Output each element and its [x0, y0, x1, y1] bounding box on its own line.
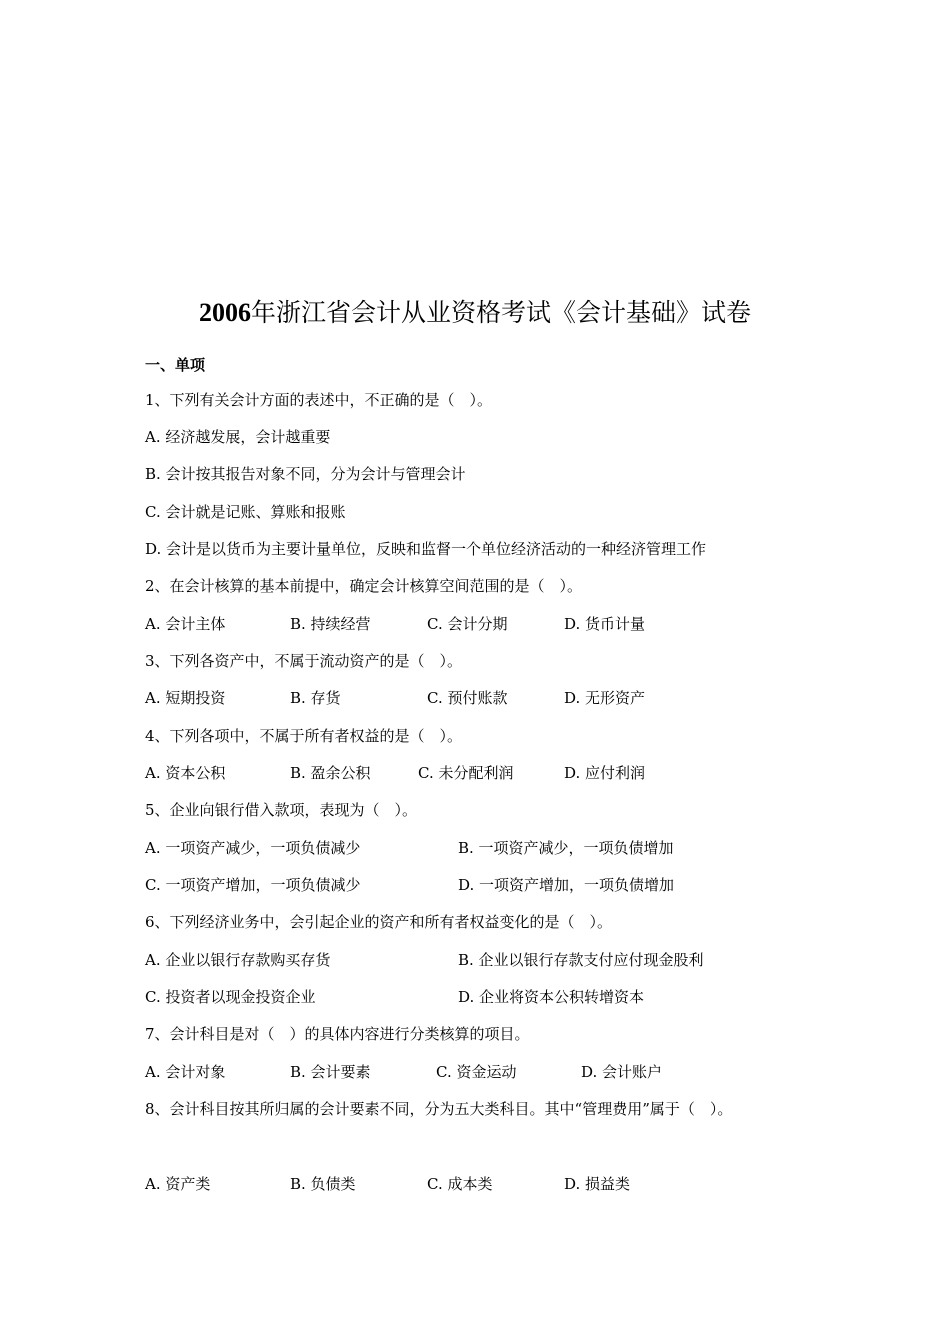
- question-2-option-d: D. 货币计量: [564, 615, 646, 633]
- question-4-option-b: B. 盈余公积: [290, 764, 371, 782]
- question-1-stem: 1、下列有关会计方面的表述中，不正确的是（ ）。: [145, 391, 493, 409]
- page-title: [0, 296, 950, 330]
- question-7-option-c: C. 资金运动: [436, 1063, 517, 1081]
- question-8-option-a: A. 资产类: [145, 1175, 211, 1193]
- question-5-option-b: B. 一项资产减少，一项负债增加: [458, 839, 674, 857]
- question-4-option-d: D. 应付利润: [564, 764, 646, 782]
- question-5-option-d: D. 一项资产增加，一项负债增加: [458, 876, 675, 894]
- question-7-stem: 7、会计科目是对（ ）的具体内容进行分类核算的项目。: [145, 1025, 530, 1043]
- question-8-option-c: C. 成本类: [427, 1175, 493, 1193]
- question-1-option-a: A. 经济越发展，会计越重要: [145, 428, 331, 446]
- question-6-option-b: B. 企业以银行存款支付应付现金股利: [458, 951, 704, 969]
- question-1-option-c: C. 会计就是记账、算账和报账: [145, 503, 346, 521]
- question-3-option-d: D. 无形资产: [564, 689, 646, 707]
- question-5-option-c: C. 一项资产增加，一项负债减少: [145, 876, 361, 894]
- question-6-option-c: C. 投资者以现金投资企业: [145, 988, 316, 1006]
- question-2-option-a: A. 会计主体: [145, 615, 226, 633]
- question-7-option-d: D. 会计账户: [581, 1063, 663, 1081]
- title-text: 年浙江省会计从业资格考试《会计基础》试卷: [250, 298, 751, 327]
- question-8-option-b: B. 负债类: [290, 1175, 356, 1193]
- question-1-option-d: D. 会计是以货币为主要计量单位，反映和监督一个单位经济活动的一种经济管理工作: [145, 540, 707, 558]
- question-6-option-a: A. 企业以银行存款购买存货: [145, 951, 331, 969]
- question-1-option-b: B. 会计按其报告对象不同，分为会计与管理会计: [145, 465, 466, 483]
- question-3-option-c: C. 预付账款: [427, 689, 508, 707]
- question-3-stem: 3、下列各资产中，不属于流动资产的是（ ）。: [145, 652, 463, 670]
- title-year: 2006: [198, 298, 251, 327]
- question-2-option-b: B. 持续经营: [290, 615, 371, 633]
- question-4-option-a: A. 资本公积: [145, 764, 226, 782]
- question-7-option-b: B. 会计要素: [290, 1063, 371, 1081]
- question-7-option-a: A. 会计对象: [145, 1063, 226, 1081]
- question-5-stem: 5、企业向银行借入款项，表现为（ ）。: [145, 801, 418, 819]
- question-5-option-a: A. 一项资产减少，一项负债减少: [145, 839, 361, 857]
- question-4-option-c: C. 未分配利润: [418, 764, 514, 782]
- question-3-option-a: A. 短期投资: [145, 689, 226, 707]
- question-3-option-b: B. 存货: [290, 689, 341, 707]
- question-8-stem: 8、会计科目按其所归属的会计要素不同，分为五大类科目。其中“管理费用”属于（ ）。: [145, 1100, 733, 1118]
- question-2-option-c: C. 会计分期: [427, 615, 508, 633]
- question-6-option-d: D. 企业将资本公积转增资本: [458, 988, 645, 1006]
- question-2-stem: 2、在会计核算的基本前提中，确定会计核算空间范围的是（ ）。: [145, 577, 583, 595]
- question-4-stem: 4、下列各项中，不属于所有者权益的是（ ）。: [145, 727, 463, 745]
- question-6-stem: 6、下列经济业务中，会引起企业的资产和所有者权益变化的是（ ）。: [145, 913, 613, 931]
- question-8-option-d: D. 损益类: [564, 1175, 631, 1193]
- section-heading: 一、单项: [145, 356, 206, 374]
